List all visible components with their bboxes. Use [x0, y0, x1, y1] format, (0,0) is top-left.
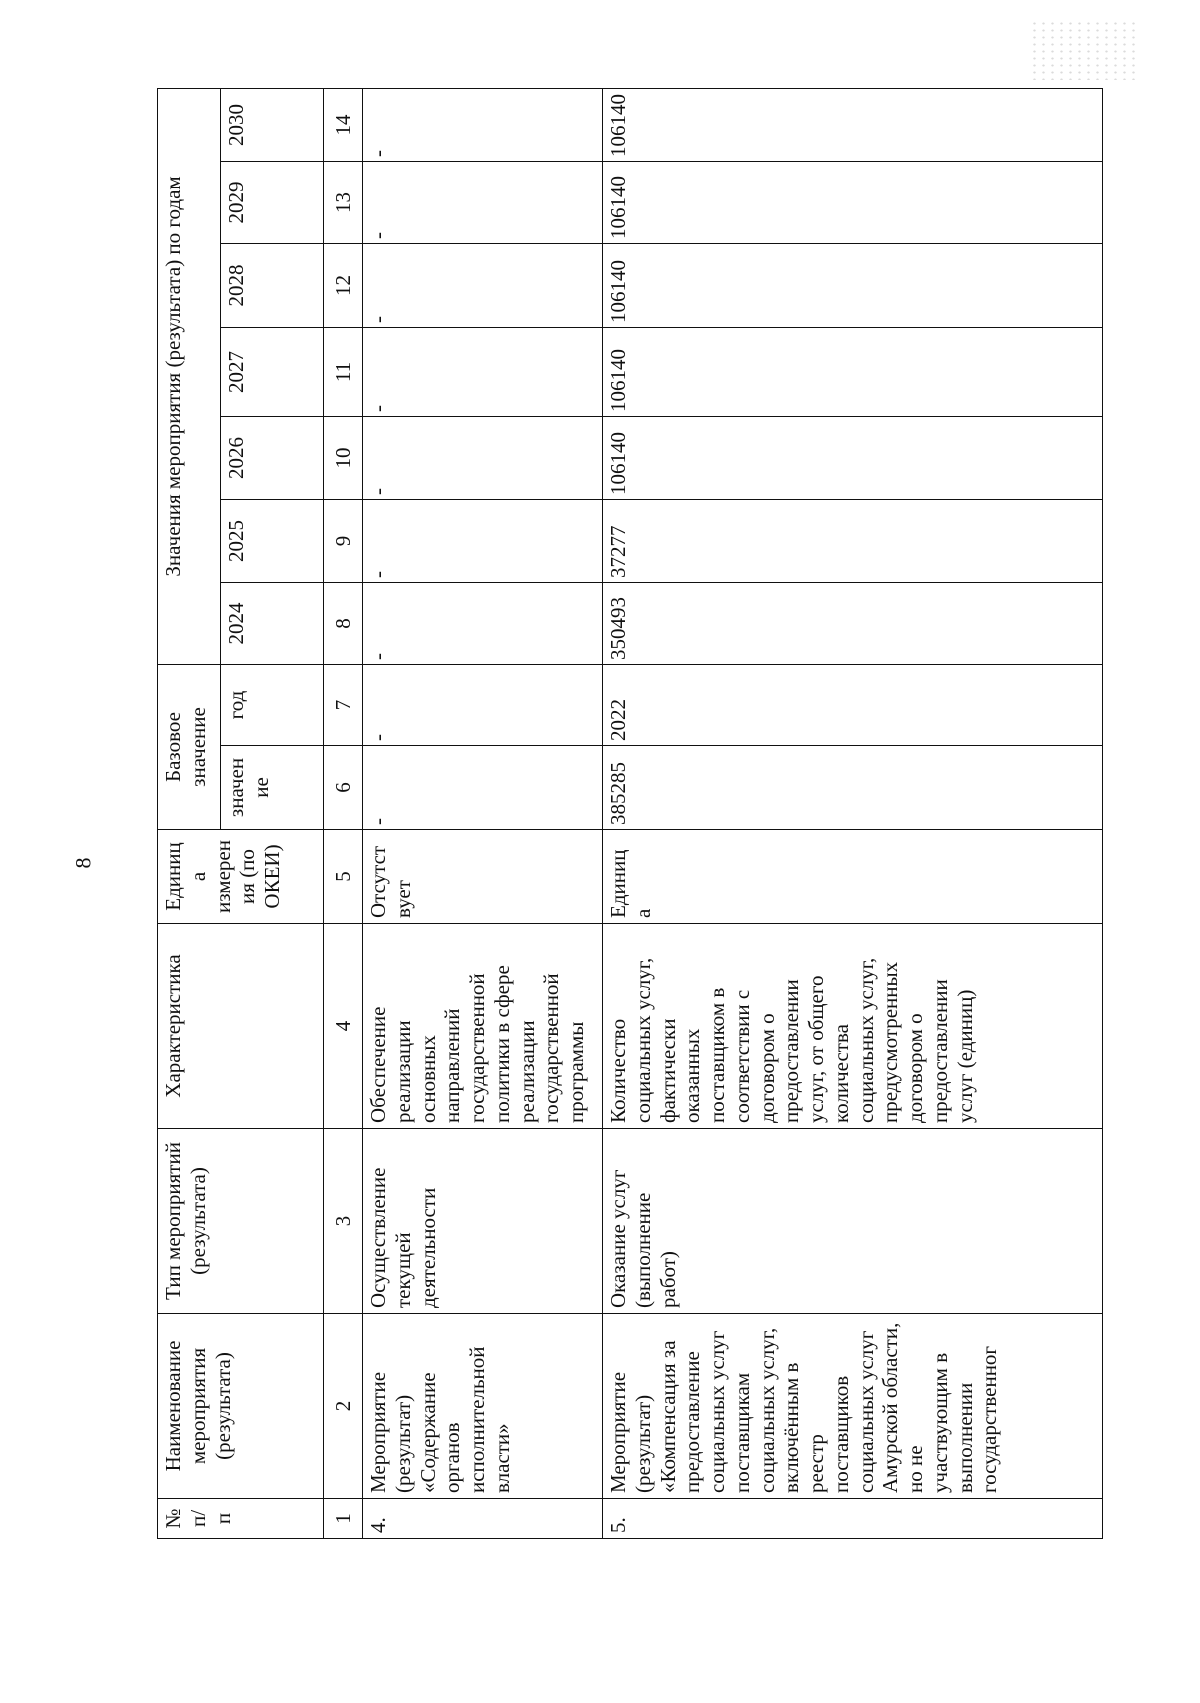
row-value: -: [363, 327, 603, 416]
header-characteristic: Характеристика: [158, 924, 324, 1129]
row-value: -: [363, 582, 603, 664]
row-value: -: [363, 243, 603, 327]
page-number: 8: [70, 857, 96, 869]
row-value: 106140: [603, 243, 1103, 327]
column-number: 5: [324, 830, 363, 924]
header-year: 2030: [221, 88, 324, 161]
header-name: Наименование мероприятия (результата): [158, 1314, 324, 1499]
row-value: 106140: [603, 88, 1103, 161]
column-number: 3: [324, 1129, 363, 1314]
row-num: 4.: [363, 1499, 603, 1539]
row-value: -: [363, 88, 603, 161]
table-sheet: [157, 89, 1109, 1539]
row-base-year: 2022: [603, 664, 1103, 745]
column-number: 8: [324, 582, 363, 664]
row-unit: Отсутст вует: [363, 830, 603, 924]
row-value: -: [363, 499, 603, 582]
column-number: 11: [324, 327, 363, 416]
header-year: 2026: [221, 416, 324, 499]
header-row-1: [158, 88, 221, 1538]
row-value: 350493: [603, 582, 1103, 664]
column-number-row: [324, 88, 363, 1538]
header-year: 2025: [221, 499, 324, 582]
column-number: 13: [324, 161, 363, 243]
row-unit: Единиц а: [603, 830, 1103, 924]
row-characteristic: Обеспечение реализации основных направлений государственной политики в сфере реализации государственной программы: [363, 924, 603, 1129]
row-name: Мероприятие (результат) «Содержание органов исполнительной власти»: [363, 1314, 603, 1499]
column-number: 2: [324, 1314, 363, 1499]
row-value: 106140: [603, 327, 1103, 416]
table-row: [363, 88, 603, 1538]
column-number: 7: [324, 664, 363, 745]
column-number: 4: [324, 924, 363, 1129]
header-unit: Единиц а измерен ия (по ОКЕИ): [158, 830, 324, 924]
row-base-value: -: [363, 746, 603, 830]
row-value: -: [363, 161, 603, 243]
row-type: Оказание услуг (выполнение работ): [603, 1129, 1103, 1314]
row-base-year: -: [363, 664, 603, 745]
header-base-group: Базовое значение: [158, 664, 221, 829]
column-number: 12: [324, 243, 363, 327]
row-type: Осуществление текущей деятельности: [363, 1129, 603, 1314]
row-value: 106140: [603, 416, 1103, 499]
column-number: 6: [324, 746, 363, 830]
row-name: Мероприятие (результат) «Компенсация за предоставление социальных услуг поставщикам социальных услуг, включённым в реестр поставщиков социальных услуг Амурской области, но не участвующим в выполнении государственног: [603, 1314, 1103, 1499]
column-number: 14: [324, 88, 363, 161]
table-row: [603, 88, 1103, 1538]
column-number: 10: [324, 416, 363, 499]
row-value: 37277: [603, 499, 1103, 582]
header-base-year: год: [221, 664, 324, 745]
header-year: 2029: [221, 161, 324, 243]
header-num: № п/ п: [158, 1499, 324, 1539]
column-number: 9: [324, 499, 363, 582]
row-characteristic: Количество социальных услуг, фактически оказанных поставщиком в соответствии с договором о предоставлении услуг, от общего количества социальных услуг, предусмотренных договором о предоставлении услуг (единиц): [603, 924, 1103, 1129]
scan-noise: [1030, 20, 1140, 80]
header-year: 2027: [221, 327, 324, 416]
row-value: 106140: [603, 161, 1103, 243]
header-type: Тип мероприятий (результата): [158, 1129, 324, 1314]
header-values-group: Значения мероприятия (результата) по годам: [158, 88, 221, 664]
column-number: 1: [324, 1499, 363, 1539]
results-table: [157, 88, 1103, 1539]
header-year: 2024: [221, 582, 324, 664]
header-year: 2028: [221, 243, 324, 327]
header-base-value: значен ие: [221, 746, 324, 830]
row-value: -: [363, 416, 603, 499]
row-num: 5.: [603, 1499, 1103, 1539]
row-base-value: 385285: [603, 746, 1103, 830]
